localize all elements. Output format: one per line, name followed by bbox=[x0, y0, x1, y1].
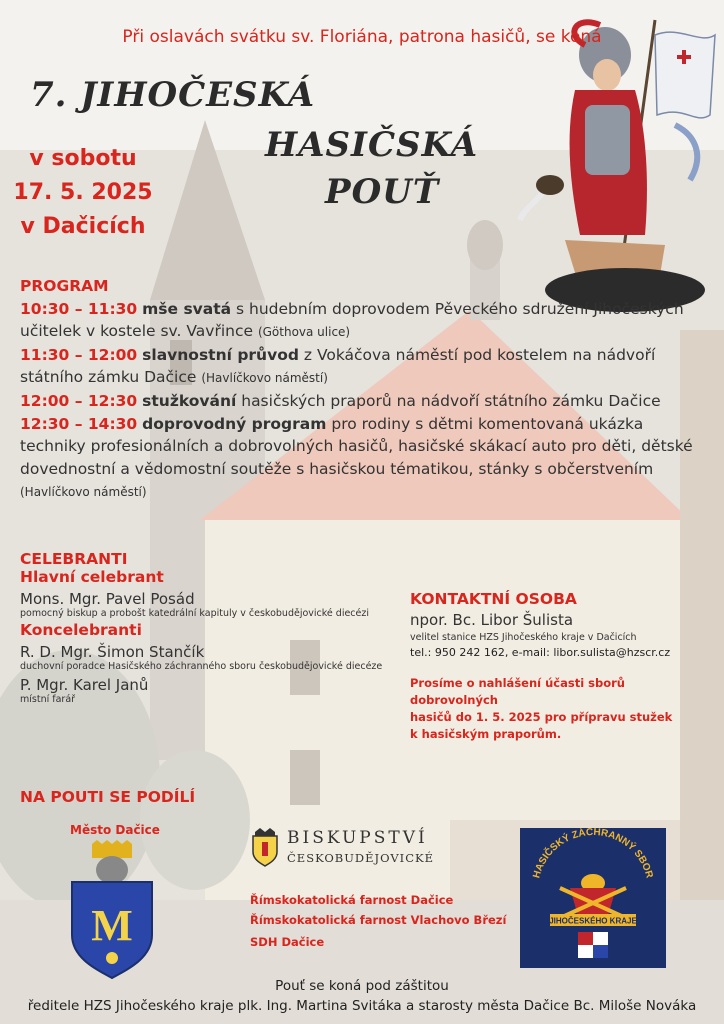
svg-text:M: M bbox=[91, 901, 133, 950]
partners-heading: NA POUTI SE PODÍLÍ bbox=[20, 788, 196, 806]
svg-text:HASIČSKÝ ZÁCHRANNÝ SBOR: HASIČSKÝ ZÁCHRANNÝ SBOR bbox=[531, 828, 655, 880]
hzs-logo bbox=[520, 828, 666, 968]
date-place: v Dačicích bbox=[20, 214, 146, 239]
concelebrant-2-name: P. Mgr. Karel Janů bbox=[20, 676, 149, 694]
concelebrant-2-role: místní farář bbox=[20, 694, 76, 705]
diocese-name-2: ČESKOBUDĚJOVICKÉ bbox=[287, 851, 435, 865]
parish-1: Římskokatolická farnost Dačice bbox=[250, 893, 454, 907]
city-label: Město Dačice bbox=[70, 823, 160, 837]
contact-section bbox=[410, 590, 710, 743]
contact-role: velitel stanice HZS Jihočeského kraje v Dačicích bbox=[410, 632, 637, 643]
contact-phone-email: tel.: 950 242 162, e-mail: libor.sulista@hzscr.cz bbox=[410, 646, 671, 659]
concelebrants-label: Koncelebranti bbox=[20, 621, 142, 639]
program-item-1: 10:30 – 11:30 mše svatá s hudebním doprovodem Pěveckého sdružení Jihočeských učitelek v kostele sv. Vavřince (Göthova ulice) bbox=[20, 299, 684, 341]
footer-line-2: ředitele HZS Jihočeského kraje plk. Ing. Martina Svitáka a starosty města Dačice Bc. Miloše Nováka bbox=[27, 998, 697, 1014]
celebranti-heading: CELEBRANTI bbox=[20, 550, 128, 568]
contact-heading: KONTAKTNÍ OSOBA bbox=[410, 590, 577, 608]
date-day: v sobotu bbox=[29, 146, 137, 171]
registration-note-3: k hasičským praporům. bbox=[410, 727, 562, 741]
parish-2: Římskokatolická farnost Vlachovo Březí bbox=[250, 913, 507, 927]
saint-florian-illustration bbox=[505, 5, 720, 320]
celebranti-section bbox=[20, 550, 400, 705]
date-value: 17. 5. 2025 bbox=[13, 180, 153, 205]
contact-name: npor. Bc. Libor Šulista bbox=[410, 611, 574, 629]
svg-text:JIHOČESKÉHO KRAJE: JIHOČESKÉHO KRAJE bbox=[549, 916, 637, 926]
registration-note-1: Prosíme o nahlášení účasti sborů dobrovolných bbox=[410, 676, 625, 707]
title-line-2: HASIČSKÁ bbox=[265, 125, 479, 165]
concelebrant-1-role: duchovní poradce Hasičského záchranného sboru českobudějovické diecéze bbox=[20, 661, 383, 672]
concelebrant-1-name: R. D. Mgr. Šimon Stančík bbox=[20, 643, 205, 661]
dacice-coat-of-arms-icon bbox=[62, 840, 162, 980]
diocese-name-1: BISKUPSTVÍ bbox=[287, 828, 428, 848]
main-celebrant-name: Mons. Mgr. Pavel Posád bbox=[20, 590, 195, 608]
program-section bbox=[20, 275, 710, 504]
title-line-3: POUŤ bbox=[325, 172, 440, 212]
main-celebrant-label: Hlavní celebrant bbox=[20, 568, 164, 586]
parish-3: SDH Dačice bbox=[250, 935, 325, 949]
title-line-1: 7. JIHOČESKÁ bbox=[30, 75, 316, 115]
program-item-4: 12:30 – 14:30 doprovodný program pro rodiny s dětmi komentovaná ukázka techniky profesionálních a dobrovolných hasičů, hasičské skákací auto pro děti, dětské dovednostní a vědomostní soutěže s hasičskou tématikou, stánky s občerstvením (Havlíčkovo náměstí) bbox=[20, 414, 693, 500]
program-item-2: 11:30 – 12:00 slavnostní průvod z Vokáčova náměstí pod kostelem na nádvoří státního zámku Dačice (Havlíčkovo náměstí) bbox=[20, 345, 656, 387]
diocese-coat-of-arms-icon bbox=[250, 828, 280, 868]
footer-line-1: Pouť se koná pod záštitou bbox=[275, 978, 449, 994]
program-heading: PROGRAM bbox=[20, 277, 109, 295]
registration-note-2: hasičů do 1. 5. 2025 pro přípravu stužek bbox=[410, 710, 673, 724]
hzs-emblem-icon bbox=[520, 828, 666, 968]
intro-line: Při oslavách svátku sv. Floriána, patrona hasičů, se koná bbox=[122, 27, 602, 47]
program-item-3: 12:00 – 12:30 stužkování hasičských praporů na nádvoří státního zámku Dačice bbox=[20, 391, 661, 410]
main-celebrant-role: pomocný biskup a probošt katedrální kapituly v českobudějovické diecézi bbox=[20, 608, 369, 619]
